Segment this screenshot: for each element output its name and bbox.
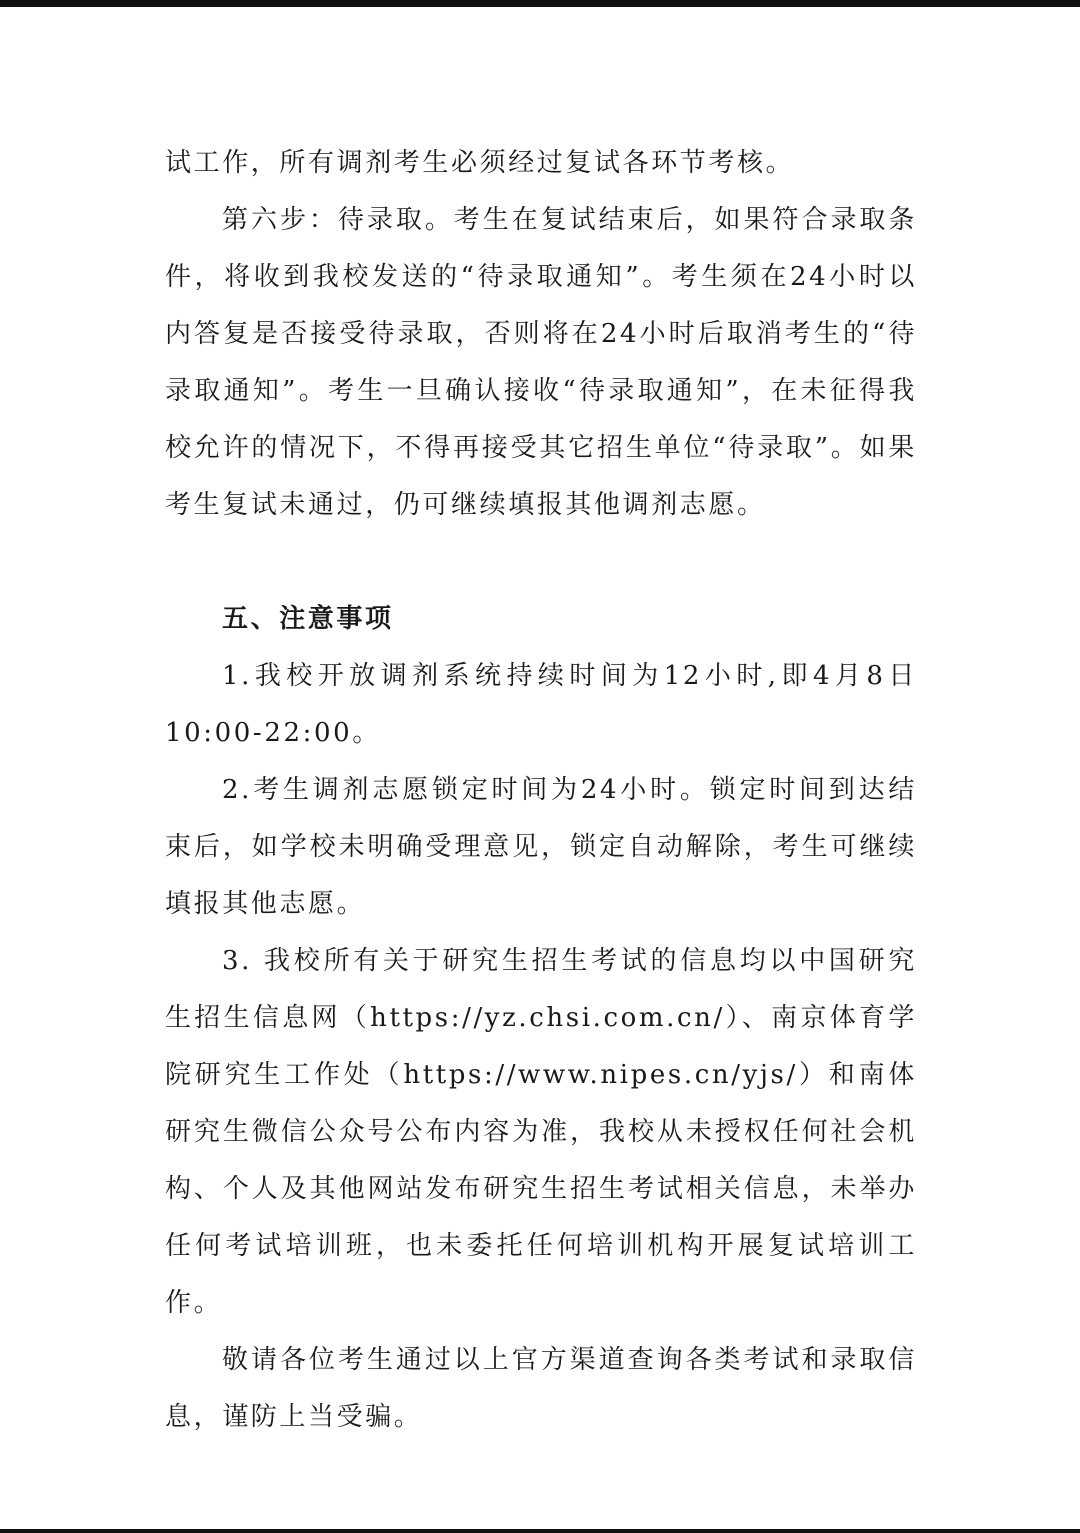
document-page <box>165 135 917 1446</box>
closing-paragraph: 敬请各位考生通过以上官方渠道查询各类考试和录取信息，谨防上当受骗。 <box>165 1345 917 1432</box>
note-item-2: 2.考生调剂志愿锁定时间为24小时。锁定时间到达结束后，如学校未明确受理意见，锁定自动解除，考生可继续填报其他志愿。 <box>165 775 917 919</box>
note-item-1: 1.我校开放调剂系统持续时间为12小时,即4月8日10:00-22:00。 <box>165 661 917 748</box>
paragraph-continuation: 试工作，所有调剂考生必须经过复试各环节考核。 <box>165 148 795 178</box>
bottom-border <box>0 1529 1080 1533</box>
section-heading: 五、注意事项 <box>222 604 394 634</box>
top-border <box>0 0 1080 7</box>
note-item-3: 3. 我校所有关于研究生招生考试的信息均以中国研究生招生信息网（https://yz.chsi.com.cn/）、南京体育学院研究生工作处（https://www.nipes.cn/yjs/）和南体研究生微信公众号公布内容为准，我校从未授权任何社会机构、个人及其他网站发布研究生招生考试相关信息，未举办任何考试培训班，也未委托任何培训机构开展复试培训工作。 <box>165 946 917 1318</box>
paragraph-step-six: 第六步：待录取。考生在复试结束后，如果符合录取条件，将收到我校发送的“待录取通知”。考生须在24小时以内答复是否接受待录取，否则将在24小时后取消考生的“待录取通知”。考生一旦确认接收“待录取通知”，在未征得我校允许的情况下，不得再接受其它招生单位“待录取”。如果考生复试未通过，仍可继续填报其他调剂志愿。 <box>165 205 917 520</box>
